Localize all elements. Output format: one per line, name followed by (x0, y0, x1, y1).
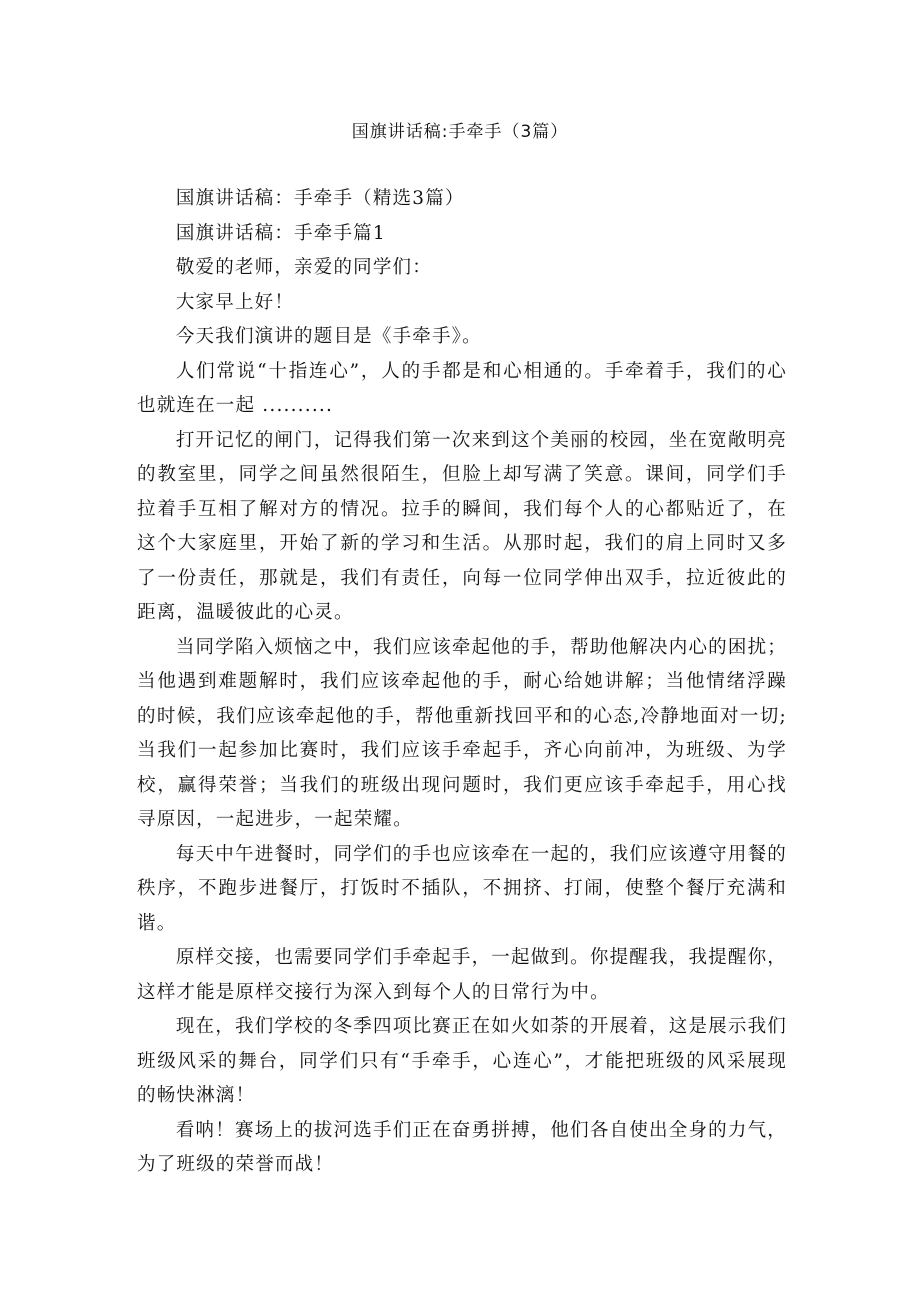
paragraph: 看呐！赛场上的拔河选手们正在奋勇拼搏，他们各自使出全身的力气，为了班级的荣誉而战！ (137, 1119, 787, 1175)
paragraph: 当同学陷入烦恼之中，我们应该牵起他的手，帮助他解决内心的困扰；当他遇到难题解时，我们应该牵起他的手，耐心给她讲解；当他情绪浮躁的时候，我们应该牵起他的手，帮他重新找回平和的心态,冷静地面对一切;当我们一起参加比赛时，我们应该手牵起手，齐心向前冲，为班级、为学校，赢得荣誉；当我们的班级出现问题时，我们更应该手牵起手，用心找寻原因，一起进步，一起荣耀。 (137, 636, 787, 830)
paragraph: 人们常说“十指连心”，人的手都是和心相通的。手牵着手，我们的心也就连在一起 .......... (137, 360, 787, 416)
paragraph: 每天中午进餐时，同学们的手也应该牵在一起的，我们应该遵守用餐的秩序，不跑步进餐厅，打饭时不插队，不拥挤、打闹，使整个餐厅充满和谐。 (137, 843, 787, 934)
paragraph: 打开记忆的闸门，记得我们第一次来到这个美丽的校园，坐在宽敞明亮的教室里，同学之间虽然很陌生，但脸上却写满了笑意。课间，同学们手拉着手互相了解对方的情况。拉手的瞬间，我们每个人的心都贴近了，在这个大家庭里，开始了新的学习和生活。从那时起，我们的肩上同时又多了一份责任，那就是，我们有责任，向每一位同学伸出双手，拉近彼此的距离，温暖彼此的心灵。 (137, 429, 787, 623)
paragraph: 今天我们演讲的题目是《手牵手》。 (175, 326, 482, 347)
paragraph: 国旗讲话稿：手牵手（精选3篇） (175, 188, 465, 209)
paragraph: 敬爱的老师，亲爱的同学们： (175, 257, 432, 278)
paragraph: 国旗讲话稿：手牵手篇1 (175, 222, 386, 244)
document-title: 国旗讲话稿:手牵手（3篇） (351, 122, 569, 142)
document-body (137, 182, 787, 1183)
paragraph: 现在，我们学校的冬季四项比赛正在如火如荼的开展着，这是展示我们班级风采的舞台，同学们只有“手牵手，心连心”，才能把班级的风采展现的畅快淋漓！ (137, 1016, 787, 1106)
paragraph: 原样交接，也需要同学们手牵起手，一起做到。你提醒我，我提醒你，这样才能是原样交接行为深入到每个人的日常行为中。 (137, 947, 787, 1003)
paragraph: 大家早上好！ (175, 291, 295, 313)
